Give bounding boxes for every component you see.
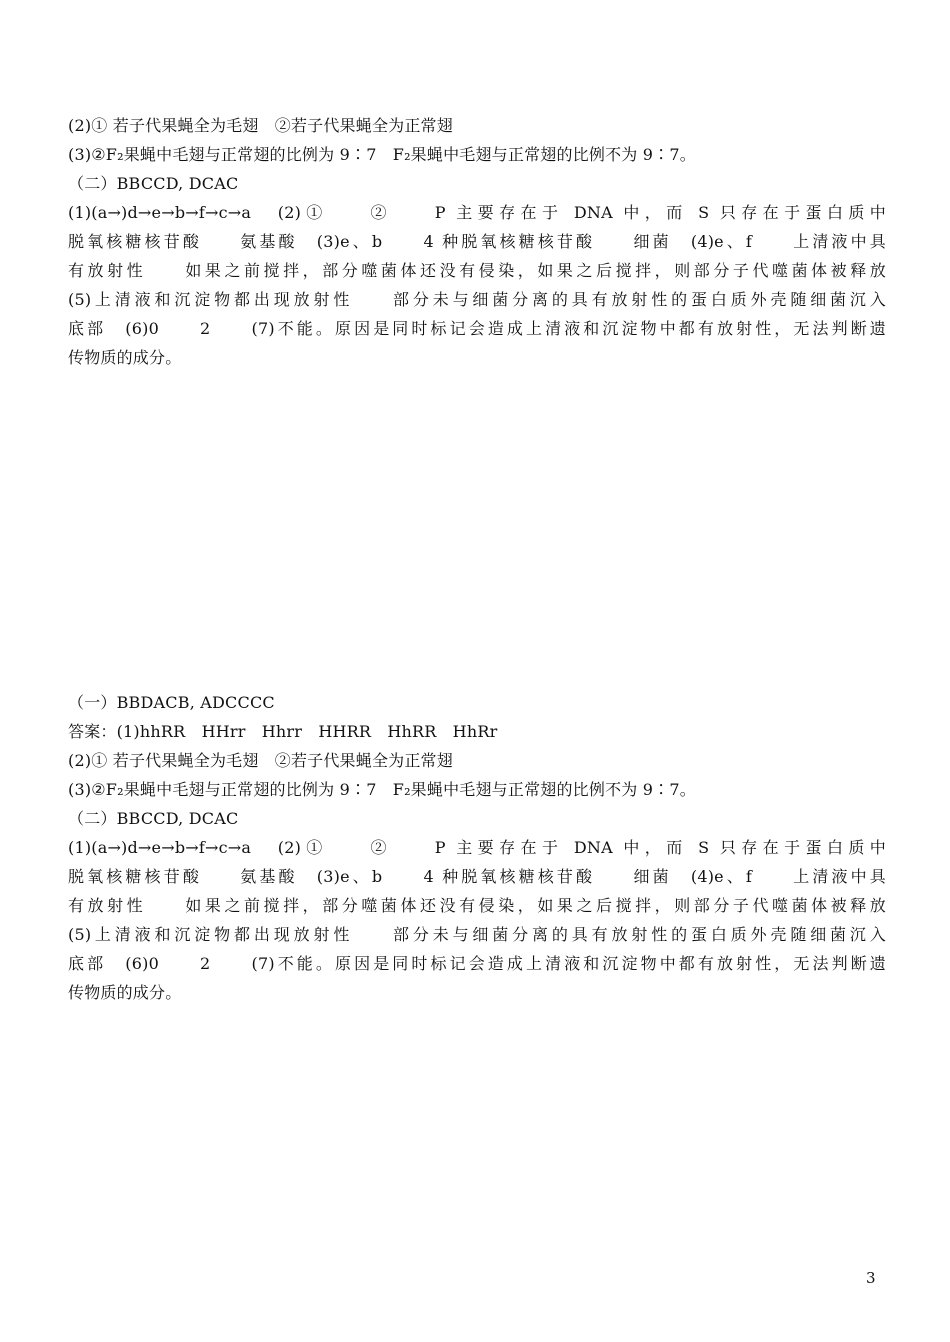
answer-block-full <box>68 688 886 1007</box>
answer-line: (5)上清液和沉淀物都出现放射性 部分未与细菌分离的具有放射性的蛋白质外壳随细菌沉入 <box>68 290 886 309</box>
answer-line: (3)②F₂果蝇中毛翅与正常翅的比例为 9∶7 F₂果蝇中毛翅与正常翅的比例不为 9∶7。 <box>68 780 696 799</box>
answer-line: 底部 (6)0 2 (7)不能。原因是同时标记会造成上清液和沉淀物中都有放射性，无法判断遗 <box>68 319 886 338</box>
answer-line: 脱氧核糖核苷酸 氨基酸 (3)e、b 4 种脱氧核糖核苷酸 细菌 (4)e、f 上清液中具 <box>68 867 886 886</box>
answer-line: 脱氧核糖核苷酸 氨基酸 (3)e、b 4 种脱氧核糖核苷酸 细菌 (4)e、f 上清液中具 <box>68 232 886 251</box>
answer-line: (3)②F₂果蝇中毛翅与正常翅的比例为 9∶7 F₂果蝇中毛翅与正常翅的比例不为 9∶7。 <box>68 145 696 164</box>
answer-line: (1)(a→)d→e→b→f→c→a (2)① ② P 主要存在于 DNA 中，而 S 只存在于蛋白质中 <box>68 203 886 222</box>
answer-block-continued <box>68 111 886 372</box>
answer-line: 传物质的成分。 <box>68 348 182 367</box>
answer-line: 传物质的成分。 <box>68 983 182 1002</box>
section-heading-part-one: （一）BBDACB, ADCCCC <box>68 693 275 712</box>
section-heading-part-two: （二）BBCCD, DCAC <box>68 174 239 193</box>
answer-line: (2)① 若子代果蝇全为毛翅 ②若子代果蝇全为正常翅 <box>68 751 453 770</box>
answer-line: 答案：(1)hhRR HHrr Hhrr HHRR HhRR HhRr <box>68 722 498 741</box>
answer-line: (5)上清液和沉淀物都出现放射性 部分未与细菌分离的具有放射性的蛋白质外壳随细菌沉入 <box>68 925 886 944</box>
answer-line: 底部 (6)0 2 (7)不能。原因是同时标记会造成上清液和沉淀物中都有放射性，无法判断遗 <box>68 954 886 973</box>
answer-line: (2)① 若子代果蝇全为毛翅 ②若子代果蝇全为正常翅 <box>68 116 453 135</box>
section-heading-part-two: （二）BBCCD, DCAC <box>68 809 239 828</box>
answer-line: 有放射性 如果之前搅拌，部分噬菌体还没有侵染，如果之后搅拌，则部分子代噬菌体被释放 <box>68 261 886 280</box>
page-number: 3 <box>866 1269 876 1287</box>
answer-line: (1)(a→)d→e→b→f→c→a (2)① ② P 主要存在于 DNA 中，而 S 只存在于蛋白质中 <box>68 838 886 857</box>
answer-line: 有放射性 如果之前搅拌，部分噬菌体还没有侵染，如果之后搅拌，则部分子代噬菌体被释放 <box>68 896 886 915</box>
